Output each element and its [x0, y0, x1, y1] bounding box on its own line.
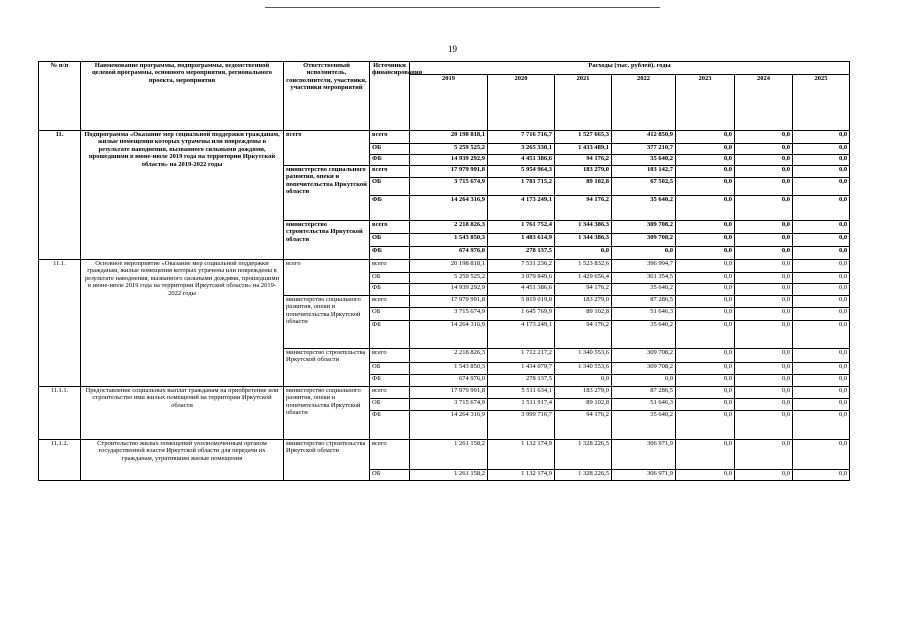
header-year: 2023 — [676, 75, 735, 131]
funding-source: всего — [370, 440, 410, 470]
amount-cell: 0,0 — [735, 196, 793, 221]
row-code: 11. — [39, 131, 81, 260]
amount-cell: 1 543 850,3 — [410, 234, 488, 247]
amount-cell: 0,0 — [735, 308, 793, 321]
amount-cell: 0,0 — [735, 234, 793, 247]
funding-source: ОБ — [370, 470, 410, 481]
amount-cell: 0,0 — [735, 411, 793, 440]
funding-source: ОБ — [370, 178, 410, 196]
amount-cell: 278 137,5 — [488, 375, 555, 387]
amount-cell: 0,0 — [735, 470, 793, 481]
amount-cell: 1 511 917,4 — [488, 399, 555, 411]
amount-cell: 0,0 — [676, 234, 735, 247]
amount-cell: 1 781 715,2 — [488, 178, 555, 196]
amount-cell: 183 279,0 — [555, 387, 612, 399]
amount-cell: 0,0 — [793, 234, 850, 247]
amount-cell: 0,0 — [793, 387, 850, 399]
amount-cell: 0,0 — [793, 221, 850, 234]
amount-cell: 1 132 174,9 — [488, 440, 555, 470]
table-row — [39, 131, 850, 144]
amount-cell: 361 354,5 — [612, 273, 676, 284]
amount-cell: 306 971,9 — [612, 470, 676, 481]
amount-cell: 0,0 — [676, 144, 735, 155]
amount-cell: 20 198 818,1 — [410, 260, 488, 273]
amount-cell: 0,0 — [735, 440, 793, 470]
amount-cell: 0,0 — [793, 296, 850, 308]
row-name: Подпрограмма «Оказание мер социальной поддержки гражданам, жилые помещения которых утрачены или повреждены в результате наводнения, вызванного сильными дождями, прошедшими в июне-июле 2019 года на территории Иркутской области» на 2019-2022 годы — [81, 131, 284, 260]
amount-cell: 94 176,2 — [555, 411, 612, 440]
table-row — [39, 387, 850, 399]
amount-cell: 5 259 525,2 — [410, 273, 488, 284]
amount-cell: 0,0 — [793, 178, 850, 196]
table-row — [39, 440, 850, 470]
amount-cell: 94 176,2 — [555, 284, 612, 296]
amount-cell: 3 265 330,1 — [488, 144, 555, 155]
amount-cell: 0,0 — [735, 221, 793, 234]
amount-cell: 67 502,5 — [612, 178, 676, 196]
amount-cell: 35 640,2 — [612, 321, 676, 349]
amount-cell: 0,0 — [735, 273, 793, 284]
amount-cell: 0,0 — [612, 375, 676, 387]
amount-cell: 1 328 226,5 — [555, 470, 612, 481]
amount-cell: 17 979 991,8 — [410, 166, 488, 178]
amount-cell: 0,0 — [676, 131, 735, 144]
header-name: Наименование программы, подпрограммы, ведомственной целевой программы, основного мероприятия, регионального проекта, мероприятия — [81, 62, 284, 131]
amount-cell: 87 286,5 — [612, 387, 676, 399]
funding-source: ОБ — [370, 144, 410, 155]
amount-cell: 0,0 — [555, 375, 612, 387]
amount-cell: 0,0 — [793, 273, 850, 284]
amount-cell: 0,0 — [676, 375, 735, 387]
page-number: 19 — [448, 44, 457, 54]
amount-cell: 0,0 — [735, 144, 793, 155]
amount-cell: 1 761 752,4 — [488, 221, 555, 234]
amount-cell: 103 142,7 — [612, 166, 676, 178]
amount-cell: 0,0 — [676, 196, 735, 221]
amount-cell: 51 646,3 — [612, 308, 676, 321]
amount-cell: 0,0 — [793, 144, 850, 155]
amount-cell: 309 708,2 — [612, 234, 676, 247]
amount-cell: 0,0 — [612, 247, 676, 260]
amount-cell: 0,0 — [676, 296, 735, 308]
funding-source: всего — [370, 387, 410, 399]
amount-cell: 1 543 850,3 — [410, 363, 488, 375]
amount-cell: 5 259 525,2 — [410, 144, 488, 155]
amount-cell: 0,0 — [676, 470, 735, 481]
table-row — [39, 260, 850, 273]
row-executor: министерство строительства Иркутской области — [284, 349, 370, 387]
amount-cell: 412 850,9 — [612, 131, 676, 144]
amount-cell: 1 340 553,6 — [555, 349, 612, 363]
amount-cell: 183 279,0 — [555, 296, 612, 308]
amount-cell: 1 132 174,9 — [488, 470, 555, 481]
amount-cell: 0,0 — [793, 196, 850, 221]
amount-cell: 4 173 249,1 — [488, 196, 555, 221]
amount-cell: 3 715 674,9 — [410, 399, 488, 411]
amount-cell: 3 715 674,9 — [410, 308, 488, 321]
header-number: № п/п — [39, 62, 81, 131]
funding-source: ФБ — [370, 155, 410, 166]
amount-cell: 7 531 236,2 — [488, 260, 555, 273]
amount-cell: 0,0 — [676, 387, 735, 399]
amount-cell: 0,0 — [676, 349, 735, 363]
funding-source: ФБ — [370, 284, 410, 296]
amount-cell: 0,0 — [555, 247, 612, 260]
amount-cell: 1 523 832,6 — [555, 260, 612, 273]
amount-cell: 87 286,5 — [612, 296, 676, 308]
amount-cell: 0,0 — [793, 321, 850, 349]
amount-cell: 1 261 158,2 — [410, 470, 488, 481]
amount-cell: 1 344 386,3 — [555, 234, 612, 247]
funding-source: ОБ — [370, 363, 410, 375]
amount-cell: 674 976,0 — [410, 375, 488, 387]
funding-source: ФБ — [370, 247, 410, 260]
funding-source: всего — [370, 221, 410, 234]
row-name: Предоставление социальных выплат гражданам на приобретение или строительство ими жилых помещений на территории Иркутской области — [81, 387, 284, 440]
amount-cell: 0,0 — [735, 131, 793, 144]
amount-cell: 35 640,2 — [612, 196, 676, 221]
amount-cell: 89 102,8 — [555, 178, 612, 196]
amount-cell: 14 939 292,9 — [410, 284, 488, 296]
amount-cell: 396 994,7 — [612, 260, 676, 273]
amount-cell: 1 344 386,3 — [555, 221, 612, 234]
amount-cell: 5 511 634,1 — [488, 387, 555, 399]
amount-cell: 0,0 — [793, 470, 850, 481]
funding-source: ФБ — [370, 321, 410, 349]
funding-source: ФБ — [370, 375, 410, 387]
amount-cell: 5 954 964,3 — [488, 166, 555, 178]
amount-cell: 0,0 — [735, 349, 793, 363]
amount-cell: 14 264 316,9 — [410, 411, 488, 440]
funding-source: ОБ — [370, 308, 410, 321]
amount-cell: 0,0 — [676, 221, 735, 234]
amount-cell: 5 819 019,0 — [488, 296, 555, 308]
row-name: Строительство жилых помещений уполномоченным органом государственной власти Иркутской области для передачи их гражданам, утратившим жилые помещения — [81, 440, 284, 481]
row-executor: всего — [284, 131, 370, 166]
amount-cell: 0,0 — [735, 375, 793, 387]
amount-cell: 17 979 991,8 — [410, 387, 488, 399]
amount-cell: 0,0 — [676, 273, 735, 284]
amount-cell: 0,0 — [735, 296, 793, 308]
amount-cell: 0,0 — [735, 155, 793, 166]
amount-cell: 94 176,2 — [555, 155, 612, 166]
row-executor: министерство социального развития, опеки и попечительства Иркутской области — [284, 166, 370, 221]
header-source: Источники финансирования — [370, 62, 410, 131]
row-code: 11.1.1. — [39, 387, 81, 440]
amount-cell: 7 716 716,7 — [488, 131, 555, 144]
amount-cell: 0,0 — [793, 155, 850, 166]
amount-cell: 4 451 386,6 — [488, 284, 555, 296]
amount-cell: 0,0 — [735, 247, 793, 260]
funding-source: ФБ — [370, 411, 410, 440]
amount-cell: 0,0 — [735, 321, 793, 349]
amount-cell: 0,0 — [676, 284, 735, 296]
header-year: 2019 — [410, 75, 488, 131]
amount-cell: 309 708,2 — [612, 221, 676, 234]
amount-cell: 89 102,8 — [555, 308, 612, 321]
amount-cell: 306 971,9 — [612, 440, 676, 470]
amount-cell: 0,0 — [793, 284, 850, 296]
funding-source: всего — [370, 131, 410, 144]
amount-cell: 1 340 553,6 — [555, 363, 612, 375]
amount-cell: 3 715 674,9 — [410, 178, 488, 196]
amount-cell: 4 451 386,6 — [488, 155, 555, 166]
budget-table — [38, 61, 850, 481]
amount-cell: 0,0 — [735, 178, 793, 196]
amount-cell: 2 218 826,3 — [410, 221, 488, 234]
amount-cell: 0,0 — [676, 363, 735, 375]
amount-cell: 309 708,2 — [612, 349, 676, 363]
amount-cell: 0,0 — [676, 155, 735, 166]
amount-cell: 0,0 — [793, 363, 850, 375]
amount-cell: 1 712 217,2 — [488, 349, 555, 363]
amount-cell: 0,0 — [793, 349, 850, 363]
amount-cell: 0,0 — [735, 284, 793, 296]
amount-cell: 0,0 — [676, 166, 735, 178]
amount-cell: 3 999 716,7 — [488, 411, 555, 440]
amount-cell: 0,0 — [793, 131, 850, 144]
amount-cell: 51 646,3 — [612, 399, 676, 411]
funding-source: ОБ — [370, 399, 410, 411]
amount-cell: 0,0 — [735, 399, 793, 411]
funding-source: всего — [370, 260, 410, 273]
amount-cell: 4 173 249,1 — [488, 321, 555, 349]
funding-source: ФБ — [370, 196, 410, 221]
funding-source: всего — [370, 349, 410, 363]
row-executor: всего — [284, 260, 370, 296]
row-executor: министерство строительства Иркутской области — [284, 221, 370, 260]
header-executor: Ответственный исполнитель, соисполнители, участники, участники мероприятий — [284, 62, 370, 131]
amount-cell: 14 264 316,9 — [410, 196, 488, 221]
amount-cell: 0,0 — [793, 375, 850, 387]
header-year: 2024 — [735, 75, 793, 131]
amount-cell: 0,0 — [676, 260, 735, 273]
amount-cell: 14 939 292,9 — [410, 155, 488, 166]
amount-cell: 0,0 — [676, 411, 735, 440]
amount-cell: 1 328 226,5 — [555, 440, 612, 470]
funding-source: всего — [370, 296, 410, 308]
header-year: 2020 — [488, 75, 555, 131]
amount-cell: 35 640,2 — [612, 155, 676, 166]
row-executor: министерство социального развития, опеки и попечительства Иркутской области — [284, 296, 370, 349]
amount-cell: 0,0 — [735, 363, 793, 375]
amount-cell: 2 218 826,3 — [410, 349, 488, 363]
amount-cell: 94 176,2 — [555, 196, 612, 221]
amount-cell: 0,0 — [793, 166, 850, 178]
amount-cell: 1 434 079,7 — [488, 363, 555, 375]
amount-cell: 674 976,0 — [410, 247, 488, 260]
amount-cell: 0,0 — [793, 247, 850, 260]
amount-cell: 3 079 849,6 — [488, 273, 555, 284]
amount-cell: 278 137,5 — [488, 247, 555, 260]
amount-cell: 0,0 — [793, 440, 850, 470]
row-code: 11.1.2. — [39, 440, 81, 481]
row-code: 11.1. — [39, 260, 81, 387]
amount-cell: 0,0 — [793, 399, 850, 411]
amount-cell: 0,0 — [793, 411, 850, 440]
amount-cell: 0,0 — [676, 247, 735, 260]
row-executor: министерство социального развития, опеки и попечительства Иркутской области — [284, 387, 370, 440]
funding-source: ОБ — [370, 234, 410, 247]
amount-cell: 0,0 — [676, 399, 735, 411]
amount-cell: 0,0 — [676, 178, 735, 196]
header-year: 2022 — [612, 75, 676, 131]
amount-cell: 0,0 — [793, 260, 850, 273]
amount-cell: 0,0 — [735, 260, 793, 273]
amount-cell: 1 429 656,4 — [555, 273, 612, 284]
row-executor: министерство строительства Иркутской области — [284, 440, 370, 481]
amount-cell: 377 210,7 — [612, 144, 676, 155]
amount-cell: 1 261 158,2 — [410, 440, 488, 470]
amount-cell: 1 483 614,9 — [488, 234, 555, 247]
amount-cell: 94 176,2 — [555, 321, 612, 349]
amount-cell: 1 645 769,9 — [488, 308, 555, 321]
amount-cell: 14 264 316,9 — [410, 321, 488, 349]
amount-cell: 0,0 — [793, 308, 850, 321]
funding-source: всего — [370, 166, 410, 178]
amount-cell: 0,0 — [676, 440, 735, 470]
amount-cell: 0,0 — [676, 308, 735, 321]
amount-cell: 35 640,2 — [612, 284, 676, 296]
amount-cell: 309 708,2 — [612, 363, 676, 375]
amount-cell: 17 979 991,8 — [410, 296, 488, 308]
amount-cell: 35 640,2 — [612, 411, 676, 440]
amount-cell: 183 279,0 — [555, 166, 612, 178]
amount-cell: 89 102,8 — [555, 399, 612, 411]
header-year: 2025 — [793, 75, 850, 131]
row-name: Основное мероприятие «Оказание мер социальной поддержки гражданам, жилые помещения которых утрачены или повреждены в результате наводнения, вызванного сильными дождями, прошедшими в июне-июле 2019 года на территории Иркутской области» на 2019-2022 годы — [81, 260, 284, 387]
top-rule — [265, 7, 660, 8]
amount-cell: 0,0 — [676, 321, 735, 349]
amount-cell: 20 198 818,1 — [410, 131, 488, 144]
amount-cell: 1 433 489,1 — [555, 144, 612, 155]
header-expenses: Расходы (тыс. рублей), годы — [410, 62, 850, 75]
funding-source: ОБ — [370, 273, 410, 284]
amount-cell: 0,0 — [735, 166, 793, 178]
header-year: 2021 — [555, 75, 612, 131]
amount-cell: 0,0 — [735, 387, 793, 399]
amount-cell: 1 527 665,3 — [555, 131, 612, 144]
